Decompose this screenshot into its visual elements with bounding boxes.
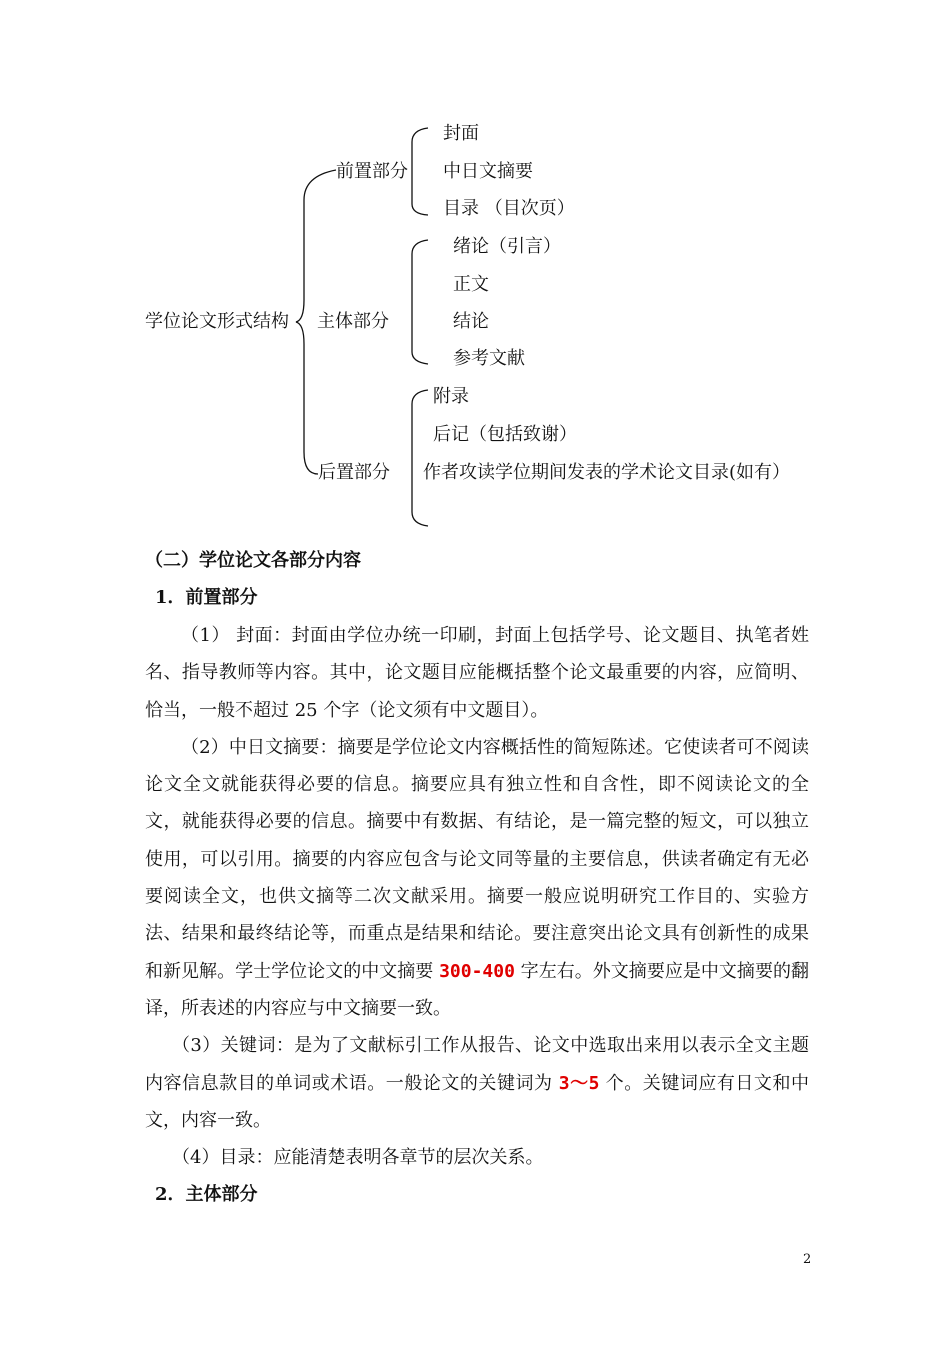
back-item-appendix: 附录 (433, 386, 469, 407)
paragraph-toc: （4）目录：应能清楚表明各章节的层次关系。 (172, 1147, 544, 1169)
page-number: 2 (803, 1252, 812, 1267)
abstract-length-highlight: 300-400 (439, 960, 515, 982)
abstract-text-after: 字左右。外文摘要应是中文摘要的翻译，所表述的内容应与中文摘要一致。 (145, 960, 809, 1019)
front-item-abstract: 中日文摘要 (443, 161, 533, 182)
keywords-count-highlight: 3～5 (558, 1072, 600, 1094)
paragraph-cover: （1） 封面：封面由学位办统一印刷，封面上包括学号、论文题目、执笔者姓名、指导教师等内容。其中，论文题目应能概括整个论文最重要的内容，应简明、恰当，一般不超过 25 个字（论文须有中文题目）。 (145, 625, 809, 721)
front-brace (412, 128, 428, 215)
back-item-publications: 作者攻读学位期间发表的学术论文目录(如有） (423, 462, 791, 483)
group-label-back: 后置部分 (318, 462, 390, 483)
body-item-intro: 绪论（引言） (453, 236, 561, 257)
keywords-text-after: 个。关键词应有日文和中文，内容一致。 (145, 1072, 809, 1131)
body-brace (412, 240, 428, 364)
diagram-root-label: 学位论文形式结构 (145, 311, 289, 332)
back-item-postscript: 后记（包括致谢） (433, 424, 577, 445)
back-brace (412, 390, 428, 526)
subsection-heading-body: 2．主体部分 (155, 1184, 258, 1205)
body-text (145, 617, 809, 1176)
front-item-toc: 目录 （目次页） (443, 198, 575, 219)
front-item-cover: 封面 (443, 123, 479, 144)
abstract-text-before: （2）中日文摘要：摘要是学位论文内容概括性的简短陈述。它使读者可不阅读论文全文就能获得必要的信息。摘要应具有独立性和自含性，即不阅读论文的全文，就能获得必要的信息。摘要中有数据、有结论，是一篇完整的短文，可以独立使用，可以引用。摘要的内容应包含与论文同等量的主要信息，供读者确定有无必要阅读全文，也供文摘等二次文献采用。摘要一般应说明研究工作目的、实验方法、结果和最终结论等，而重点是结果和结论。要注意突出论文具有创新性的成果和新见解。学士学位论文的中文摘要 (145, 736, 809, 982)
body-item-references: 参考文献 (453, 348, 525, 369)
group-label-front: 前置部分 (336, 161, 408, 182)
paragraph-abstract (145, 729, 809, 1027)
body-item-main: 正文 (453, 274, 489, 295)
subsection-heading-front: 1．前置部分 (155, 587, 258, 608)
body-item-conclusion: 结论 (453, 311, 489, 332)
section-heading: （二）学位论文各部分内容 (145, 550, 361, 571)
group-label-body: 主体部分 (317, 311, 389, 332)
paragraph-keywords (145, 1027, 809, 1139)
keywords-text-before: （3）关键词：是为了文献标引工作从报告、论文中选取出来用以表示全文主题内容信息款目的单词或术语。一般论文的关键词为 (145, 1035, 809, 1094)
